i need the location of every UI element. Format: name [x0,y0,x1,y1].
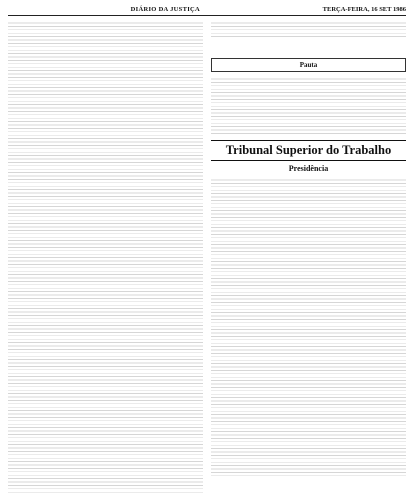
right-column-intro-placeholder [211,20,406,38]
publication-title: DIÁRIO DA JUSTIÇA [130,6,201,13]
pauta-body-placeholder [211,76,406,134]
presidencia-heading: Presidência [288,164,329,173]
text-columns [8,20,406,494]
presidencia-body-placeholder [211,177,406,477]
right-column [211,20,406,494]
left-column [8,20,203,494]
pauta-heading: Pauta [211,58,406,72]
left-column-body-placeholder [8,20,203,494]
court-name-heading: Tribunal Superior do Trabalho [211,140,406,161]
masthead [8,6,406,16]
issue-date: TERÇA-FEIRA, 16 SET 1986 [322,6,406,13]
